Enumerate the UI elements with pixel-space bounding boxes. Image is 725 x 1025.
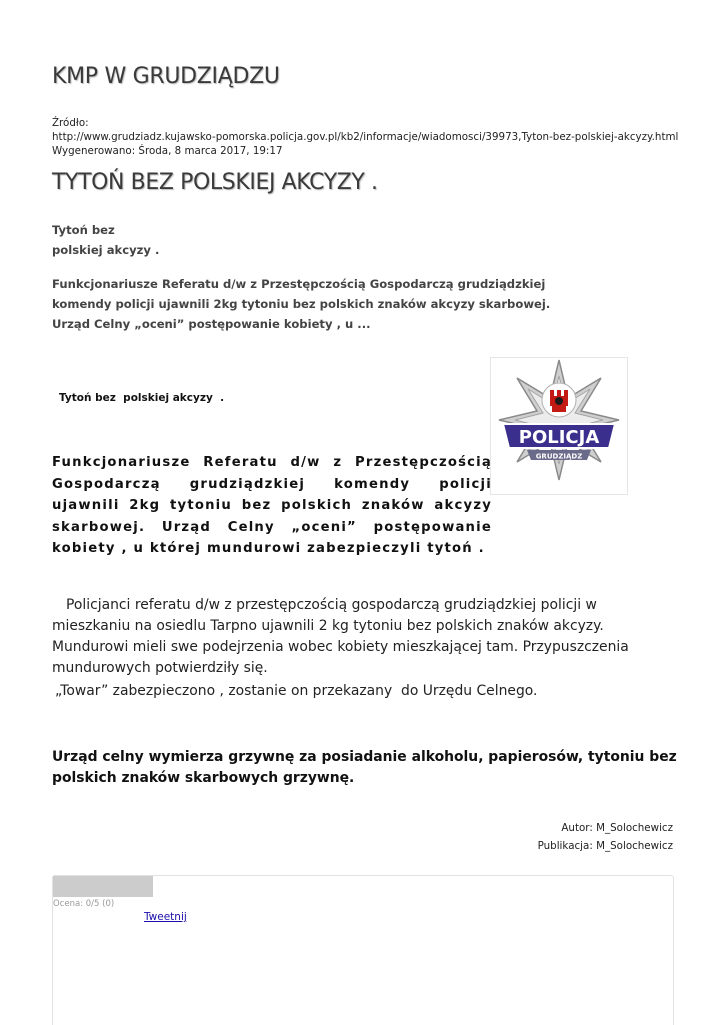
article-title: TYTOŃ BEZ POLSKIEJ AKCYZY . bbox=[52, 170, 378, 195]
paragraph-1-text: Policjanci referatu d/w z przestępczością gospodarczą grudziądzkiej policji w mieszkaniu na osiedlu Tarpno ujawnili 2 kg tytoniu bez polskich znaków akcyzy. Mundurowi mieli swe podejrzenia wobec kobiety mieszkającej tam. Przypuszczenia mundurowych potwierdziły się. bbox=[52, 597, 629, 676]
source-meta bbox=[52, 116, 678, 158]
rating-text: Ocena: 0/5 (0) bbox=[53, 899, 115, 909]
police-star-badge-icon bbox=[491, 358, 627, 494]
tweet-link[interactable]: Tweetnij bbox=[144, 911, 187, 923]
logo-text: POLICJA bbox=[518, 427, 600, 448]
lead-title-line1: Tytoń bez bbox=[52, 223, 115, 237]
author: Autor: M_Solochewicz bbox=[561, 822, 673, 834]
lead-text: Funkcjonariusze Referatu d/w z Przestępczością Gospodarczą grudziądzkiej komendy policji ujawnili 2kg tytoniu bez polskich znaków akcyzy skarbowej. Urząd Celny „oceni” postępowanie kobiety , u ... bbox=[52, 277, 551, 331]
police-logo bbox=[490, 357, 628, 495]
lead-title-line2: polskiej akcyzy . bbox=[52, 243, 160, 257]
rating-panel bbox=[52, 875, 674, 1025]
image-caption: Tytoń bez polskiej akcyzy . bbox=[59, 392, 225, 404]
article-intro: Funkcjonariusze Referatu d/w z Przestępczością Gospodarczą grudziądzkiej komendy policji ujawnili 2kg tytoniu bez polskich znaków akcyzy skarbowej. Urząd Celny „oceni” postępowanie kobiety , u której mundurowi zabezpieczyli tytoń . bbox=[52, 455, 492, 556]
article-paragraph-2: „Towar” zabezpieczono , zostanie on przekazany do Urzędu Celnego. bbox=[55, 683, 538, 699]
generated-date: Wygenerowano: Środa, 8 marca 2017, 19:17 bbox=[52, 145, 283, 157]
site-title: KMP W GRUDZIĄDZU bbox=[52, 64, 280, 89]
lead-title bbox=[52, 220, 159, 260]
rating-stars-bar[interactable] bbox=[53, 876, 153, 897]
author-info bbox=[538, 819, 673, 855]
logo-subtext: GRUDZIĄDZ bbox=[535, 452, 583, 461]
source-url[interactable]: http://www.grudziadz.kujawsko-pomorska.policja.gov.pl/kb2/informacje/wiadomosci/39973,Tyton-bez-polskiej-akcyzy.html bbox=[52, 131, 679, 143]
publication: Publikacja: M_Solochewicz bbox=[537, 840, 673, 852]
article-bold-paragraph: Urząd celny wymierza grzywnę za posiadanie alkoholu, papierosów, tytoniu bez polskich znaków skarbowych grzywnę. bbox=[52, 749, 677, 786]
source-label: Źródło: bbox=[52, 117, 89, 129]
article-paragraph-1 bbox=[52, 595, 676, 679]
